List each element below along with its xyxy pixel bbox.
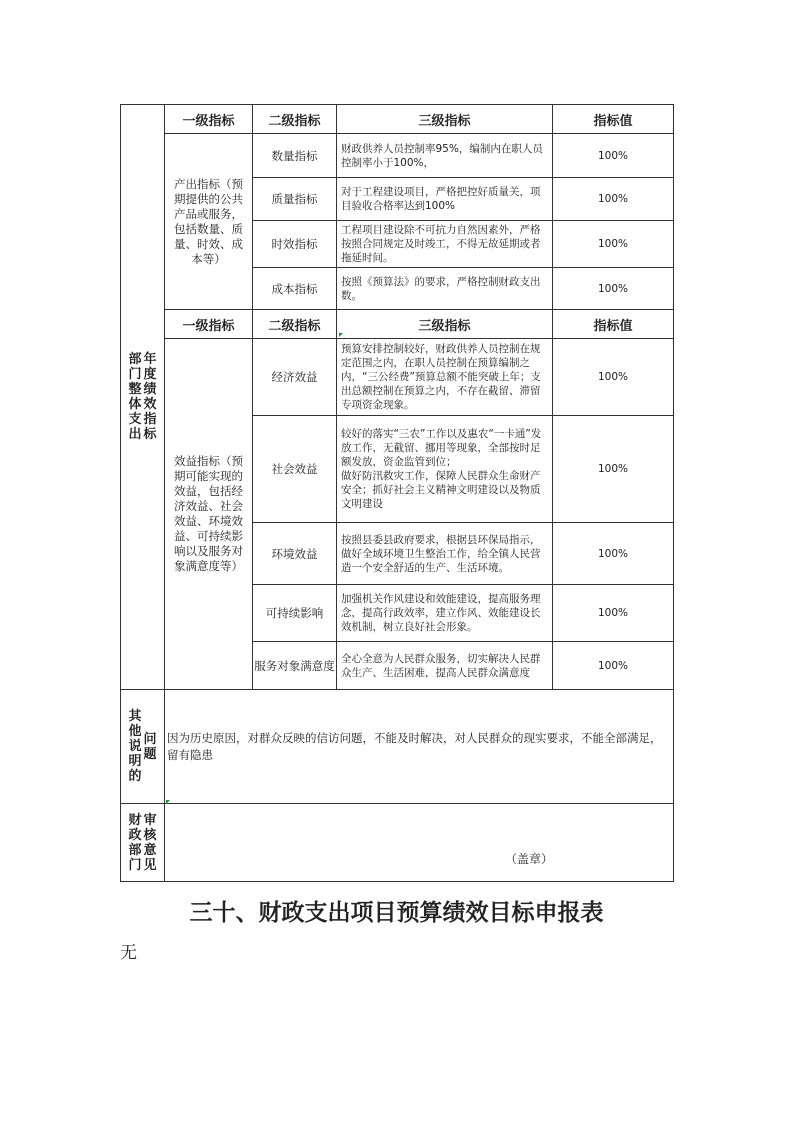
vertical-label-char: 度 [143,367,157,382]
level3-cell: 预算安排控制较好，财政供养人员控制在规定范围之内，在职人员控制在预算编制之内，“三公经费”预算总额不能突破上年；支出总额控制在预算之内，不存在截留、滞留专项资金现象。 [337,339,553,416]
level3-cell: 按照《预算法》的要求，严格控制财政支出数。 [337,268,553,310]
level3-cell: 全心全意为人民群众服务，切实解决人民群众生产、生活困难，提高人民群众满意度 [337,642,553,690]
body-text: 无 [120,943,137,963]
vertical-label-column [128,709,141,784]
stamp-field: （盖章） [165,804,674,882]
vertical-label-char: 门 [128,367,142,382]
header-value: 指标值 [553,310,674,339]
level3-cell: 对于工程建设项目，严格把控好质量关，项目验收合格率达到100% [337,178,553,221]
level3-cell: 按照县委县政府要求，根据县环保局指示，做好全域环境卫生整治工作，给全镇人民营造一个安全舒适的生产、生活环境。 [337,523,553,585]
vertical-label-char: 说 [128,739,142,754]
vertical-label-char: 意 [143,842,157,858]
vertical-label-char: 他 [128,724,142,739]
corner-mark [166,800,170,804]
header-level3: 三级指标 [337,105,553,134]
level2-cell: 数量指标 [253,134,337,178]
vertical-label-char: 核 [143,827,157,843]
level2-cell: 服务对象满意度 [253,642,337,690]
vertical-label-char: 标 [143,427,157,442]
header-level1: 一级指标 [165,105,253,134]
level3-text: 较好的落实“三农”工作以及惠农“一卡通”发放工作，无截留、挪用等现象，全部按时足额发放，资金监管到位； [341,428,542,468]
value-cell: 100% [553,221,674,268]
vertical-label-char: 的 [128,769,142,784]
vertical-label-column [144,732,157,762]
level2-cell: 时效指标 [253,221,337,268]
vertical-label-char: 指 [143,412,157,427]
section-heading: 三十、财政支出项目预算绩效目标申报表 [189,899,604,926]
level3-text-extra: 做好防汛救灾工作，保障人民群众生命财产安全；抓好社会主义精神文明建设以及物质文明建设 [341,470,541,510]
vertical-label-char: 政 [128,827,142,843]
vertical-label-char: 部 [128,842,142,858]
level3-cell: 加强机关作风建设和效能建设，提高服务理念，提高行政效率，建立作风、效能建设长效机制，树立良好社会形象。 [337,585,553,642]
value-cell: 100% [553,523,674,585]
vertical-label-column [144,352,157,442]
level2-cell: 社会效益 [253,416,337,523]
output-indicator-label: 产出指标（预期提供的公共产品或服务，包括数量、质量、时效、成本等） [165,134,253,310]
level2-cell: 成本指标 [253,268,337,310]
vertical-label-column [128,813,141,873]
vertical-label-char: 其 [128,709,142,724]
header-level3: 三级指标 [337,310,553,339]
level2-cell: 可持续影响 [253,585,337,642]
other-notes-label [121,690,165,804]
dept-overall-indicator-label [121,105,165,690]
level3-cell: 工程项目建设除不可抗力自然因素外，严格按照合同规定及时竣工，不得无故延期或者拖延时间。 [337,221,553,268]
vertical-label-char: 效 [143,397,157,412]
vertical-label-char: 财 [128,812,142,828]
level3-cell [337,416,553,523]
vertical-label-char: 门 [128,857,142,873]
value-cell: 100% [553,134,674,178]
vertical-label-char: 部 [128,352,142,367]
benefit-indicator-label: 效益指标（预期可能实现的效益，包括经济效益、社会效益、环境效益、可持续影响以及服务对象满意度等） [165,339,253,690]
vertical-label-char: 绩 [143,382,157,397]
value-cell: 100% [553,339,674,416]
vertical-label-char: 体 [128,397,142,412]
vertical-label-char: 题 [143,746,157,762]
vertical-label-char: 支 [128,412,142,427]
header-level1: 一级指标 [165,310,253,339]
vertical-label-column [144,813,157,873]
vertical-label-char: 年 [143,352,157,367]
vertical-label-char: 问 [143,731,157,747]
level2-cell: 经济效益 [253,339,337,416]
value-cell: 100% [553,642,674,690]
vertical-label-char: 审 [143,812,157,828]
header-level2: 二级指标 [253,105,337,134]
other-notes-text: 因为历史原因，对群众反映的信访问题，不能及时解决，对人民群众的现实要求，不能全部满足，留有隐患 [165,690,674,804]
vertical-label-char: 明 [128,754,142,769]
value-cell: 100% [553,268,674,310]
performance-table [120,104,673,882]
value-cell: 100% [553,178,674,221]
header-level2: 二级指标 [253,310,337,339]
value-cell: 100% [553,416,674,523]
level3-cell: 财政供养人员控制率95%，编制内在职人员控制率小于100%， [337,134,553,178]
value-cell: 100% [553,585,674,642]
vertical-label-char: 整 [128,382,142,397]
level2-cell: 质量指标 [253,178,337,221]
level2-cell: 环境效益 [253,523,337,585]
vertical-label-char: 见 [143,857,157,873]
corner-mark [339,333,343,337]
header-value: 指标值 [553,105,674,134]
finance-review-label [121,804,165,882]
vertical-label-char: 出 [128,427,142,442]
vertical-label-column [128,352,141,442]
